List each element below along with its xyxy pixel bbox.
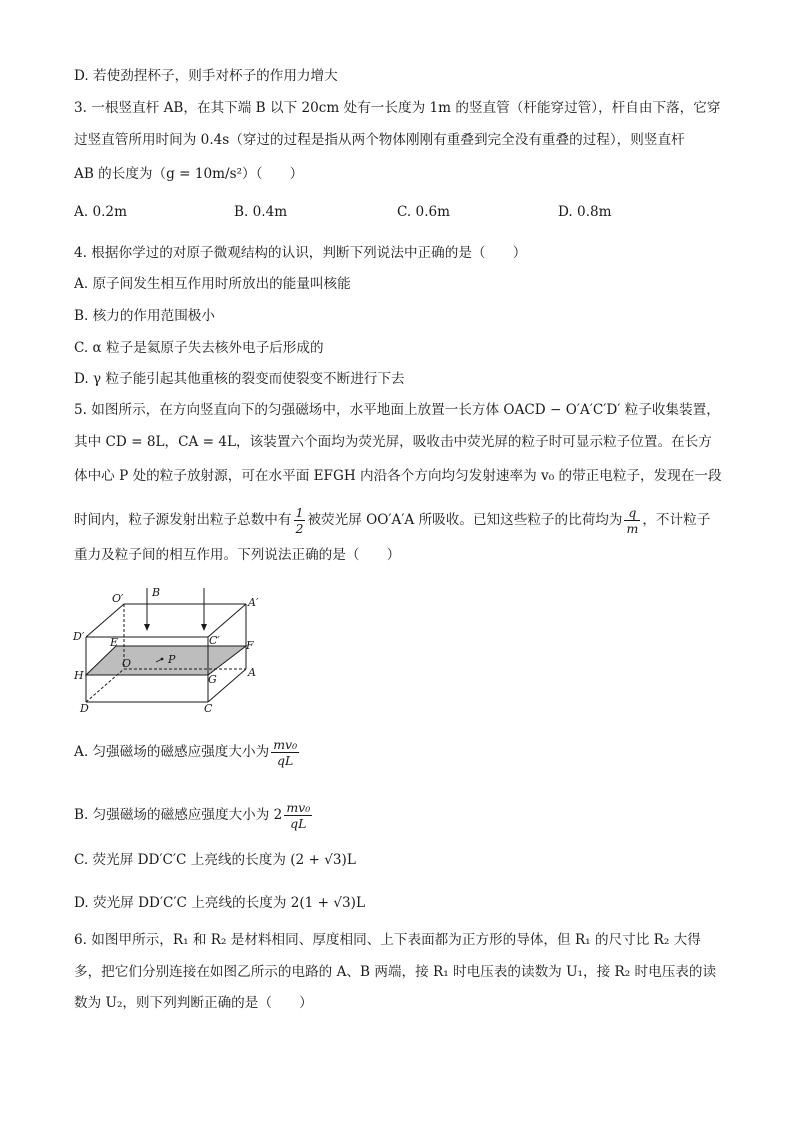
q3-stem-line-1: 3. 一根竖直杆 AB，在其下端 B 以下 20cm 处有一长度为 1m 的竖直管（杆能穿过管），杆自由下落，它穿 [74,100,721,116]
q4-option-d: D. γ 粒子能引起其他重核的裂变而使裂变不断进行下去 [74,371,405,387]
q6-stem-line-2: 多，把它们分别连接在如图乙所示的电路的 A、B 两端，接 R₁ 时电压表的读数为 U₁，接 R₂ 时电压表的读 [74,964,717,980]
q5-option-a-text: A. 匀强磁场的磁感应强度大小为 [74,744,270,760]
q5-line4-part-b: 被荧光屏 OO′A′A 所吸收。已知这些粒子的比荷均为 [307,512,623,528]
q3-option-d: D. 0.8m [558,204,612,220]
label-c: C [204,702,213,714]
q5-stem-line-5: 重力及粒子间的相互作用。下列说法正确的是（ ） [74,547,401,563]
label-c-prime: C′ [209,634,220,647]
q4-option-c: C. α 粒子是氦原子失去核外电子后形成的 [74,340,324,356]
q3-stem-line-2: 过竖直管所用时间为 0.4s（穿过的过程是指从两个物体刚刚有重叠到完全没有重叠的过程），则竖直杆 [74,132,685,148]
label-d: D [80,702,89,714]
fraction-mv0-over-qL [271,737,299,768]
q5-stem-line-4 [74,505,710,536]
q5-stem-line-2: 其中 CD = 8L，CA = 4L，该装置六个面均为荧光屏，吸收击中荧光屏的粒子时可显示粒子位置。在长方 [74,434,712,450]
label-e: E [110,636,119,649]
q5-stem-line-1: 5. 如图所示，在方向竖直向下的匀强磁场中，水平地面上放置一长方体 OACD − O′A′C′D′ 粒子收集装置， [74,402,720,418]
fraction-one-half [294,505,306,536]
q5-option-d: D. 荧光屏 DD′C′C 上亮线的长度为 2(1 + √3)L [74,895,366,911]
q3-option-b: B. 0.4m [234,204,288,220]
fraction-denominator: qL [290,816,307,831]
q5-stem-line-3: 体中心 P 处的粒子放射源，可在水平面 EFGH 内沿各个方向均匀发射速率为 v₀ 的带正电粒子，发现在一段 [74,468,722,484]
label-a-prime: A′ [248,596,259,609]
fraction-numerator: 1 [295,505,304,520]
q5-option-c: C. 荧光屏 DD′C′C 上亮线的长度为 (2 + √3)L [74,852,356,868]
fraction-charge-mass-ratio [624,505,640,536]
label-o: O [122,657,132,670]
fraction-denominator: 2 [295,521,304,536]
q6-stem-line-1: 6. 如图甲所示，R₁ 和 R₂ 是材料相同、厚度相同、上下表面都为正方形的导体，但 R₁ 的尺寸比 R₂ 大得 [74,932,701,948]
q4-option-b: B. 核力的作用范围极小 [74,308,215,324]
label-h: H [74,669,84,682]
label-d-prime: D′ [73,630,85,643]
q5-line4-part-c: ，不计粒子 [642,512,711,528]
q3-stem-line-3: AB 的长度为（g = 10m/s²）（ ） [74,166,304,182]
label-o-prime: O′ [112,592,124,605]
q5-line4-part-a: 时间内，粒子源发射出粒子总数中有 [74,512,292,528]
label-p: P [168,653,176,666]
fraction-numerator: mv₀ [273,737,298,752]
q5-option-b-text: B. 匀强磁场的磁感应强度大小为 2 [74,807,283,823]
fraction-mv0-over-qL [284,800,312,831]
fraction-denominator: m [626,521,639,536]
q4-option-a: A. 原子间发生相互作用时所放出的能量叫核能 [74,276,351,292]
cuboid-magnetic-field-diagram [70,584,270,714]
label-g: G [208,673,217,686]
q3-option-c: C. 0.6m [397,204,451,220]
q4-stem: 4. 根据你学过的对原子微观结构的认识，判断下列说法中正确的是（ ） [74,245,527,261]
q5-option-b [74,800,314,831]
q5-option-a [74,737,301,768]
label-b-field: B [152,586,161,599]
label-a: A [248,666,256,679]
fraction-numerator: mv₀ [286,800,311,815]
q2-option-d: D. 若使劲捏杯子，则手对杯子的作用力增大 [74,68,338,84]
q6-stem-line-3: 数为 U₂，则下列判断正确的是（ ） [74,995,313,1011]
fraction-numerator: q [624,505,640,521]
fraction-denominator: qL [277,753,294,768]
label-f: F [246,639,254,652]
q3-option-a: A. 0.2m [74,204,127,220]
